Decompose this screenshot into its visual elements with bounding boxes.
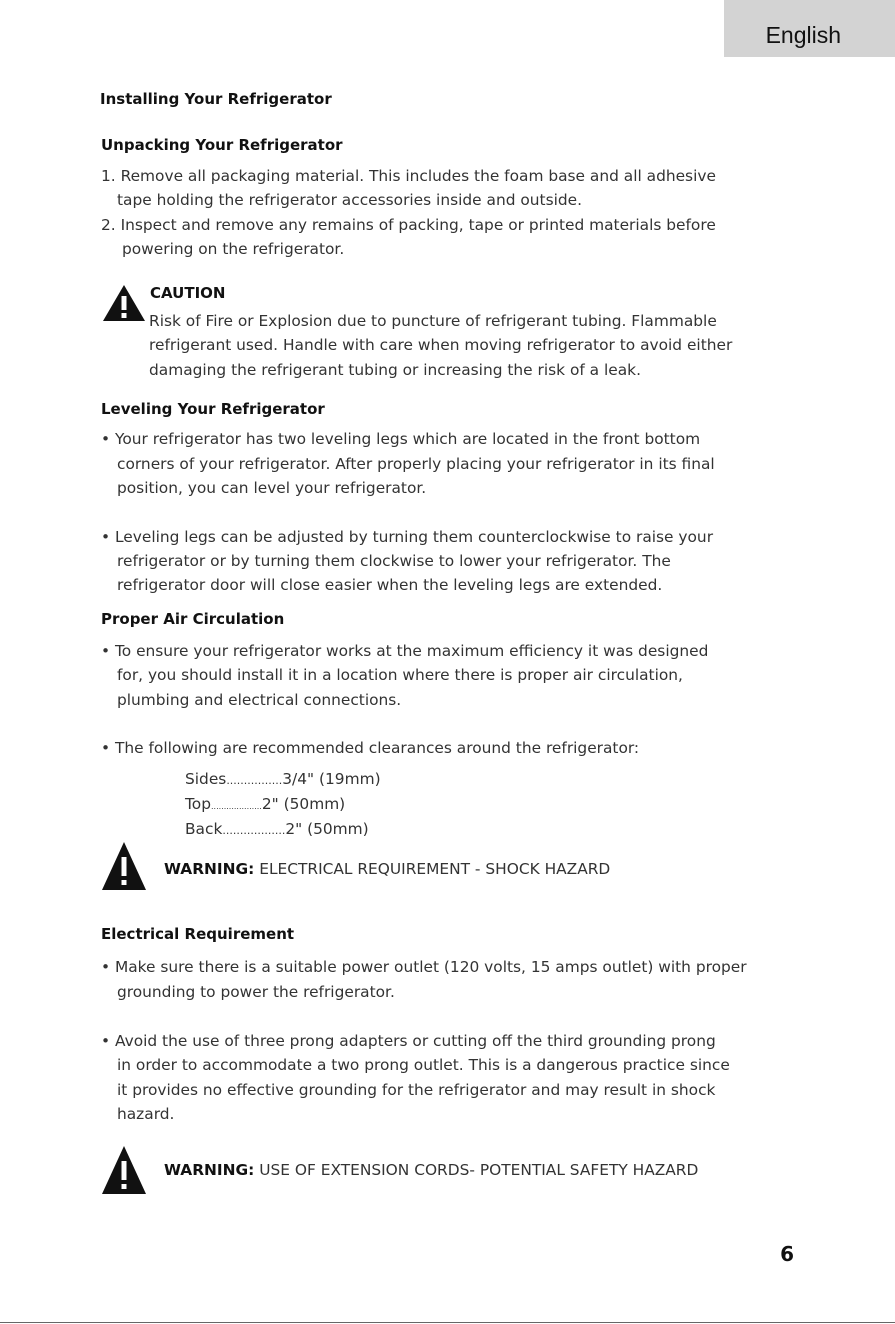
clearance-sides — [185, 770, 381, 788]
leveling-line-3: position, you can level your refrigerator. — [117, 479, 427, 497]
electrical-line-1: • Make sure there is a suitable power outlet (120 volts, 15 amps outlet) with proper — [101, 958, 747, 976]
warning-label: WARNING: — [164, 1161, 255, 1179]
language-tab — [724, 0, 895, 57]
electrical-line-5: it provides no effective grounding for the refrigerator and may result in shock — [117, 1081, 716, 1099]
caution-heading: CAUTION — [150, 284, 226, 302]
caution-line-1: Risk of Fire or Explosion due to puncture of refrigerant tubing. Flammable — [149, 312, 717, 330]
warning-text: ELECTRICAL REQUIREMENT - SHOCK HAZARD — [254, 860, 611, 878]
warning-label: WARNING: — [164, 860, 255, 878]
caution-line-3: damaging the refrigerant tubing or increasing the risk of a leak. — [149, 361, 641, 379]
clearance-value: 2" (50mm) — [285, 820, 369, 838]
warning-text: USE OF EXTENSION CORDS- POTENTIAL SAFETY HAZARD — [254, 1161, 699, 1179]
air-line-2: for, you should install it in a location where there is proper air circulation, — [117, 666, 683, 684]
leveling-line-5: refrigerator or by turning them clockwise to lower your refrigerator. The — [117, 552, 671, 570]
bottom-rule — [0, 1322, 895, 1323]
leveling-line-6: refrigerator door will close easier when the leveling legs are extended. — [117, 576, 663, 594]
caution-warning-triangle-icon — [102, 284, 146, 322]
air-circulation-heading: Proper Air Circulation — [101, 610, 285, 628]
electrical-line-2: grounding to power the refrigerator. — [117, 983, 395, 1001]
caution-line-2: refrigerant used. Handle with care when moving refrigerator to avoid either — [149, 336, 733, 354]
clearance-label: Top — [185, 795, 211, 813]
page-title: Installing Your Refrigerator — [100, 90, 332, 108]
language-label: English — [765, 22, 841, 48]
clearance-dots: ................ — [226, 774, 283, 787]
electrical-line-3: • Avoid the use of three prong adapters or cutting off the third grounding prong — [101, 1032, 716, 1050]
unpacking-line-2: tape holding the refrigerator accessories inside and outside. — [117, 191, 582, 209]
unpacking-line-4: powering on the refrigerator. — [122, 240, 345, 258]
leveling-line-2: corners of your refrigerator. After properly placing your refrigerator in its final — [117, 455, 715, 473]
electrical-heading: Electrical Requirement — [101, 925, 295, 943]
page-number: 6 — [780, 1242, 794, 1266]
clearance-value: 2" (50mm) — [261, 795, 346, 813]
electrical-warning — [164, 857, 610, 882]
clearance-label: Sides — [185, 770, 227, 788]
electrical-warning-triangle-icon — [101, 841, 147, 891]
electrical-line-4: in order to accommodate a two prong outlet. This is a dangerous practice since — [117, 1056, 730, 1074]
air-line-1: • To ensure your refrigerator works at the maximum efficiency it was designed — [101, 642, 709, 660]
leveling-line-1: • Your refrigerator has two leveling legs which are located in the front bottom — [101, 430, 701, 448]
unpacking-line-1: 1. Remove all packaging material. This includes the foam base and all adhesive — [101, 167, 716, 185]
clearance-top — [185, 795, 345, 813]
leveling-heading: Leveling Your Refrigerator — [101, 400, 325, 418]
clearance-dots: .................... — [210, 802, 262, 811]
leveling-line-4: • Leveling legs can be adjusted by turning them counterclockwise to raise your — [101, 528, 714, 546]
extension-cord-warning — [164, 1158, 698, 1183]
clearance-dots: .................. — [222, 824, 286, 837]
electrical-line-6: hazard. — [117, 1105, 175, 1123]
unpacking-line-3: 2. Inspect and remove any remains of packing, tape or printed materials before — [101, 216, 716, 234]
extension-cord-warning-triangle-icon — [101, 1145, 147, 1195]
clearance-back — [185, 820, 369, 838]
air-line-4: • The following are recommended clearances around the refrigerator: — [101, 739, 640, 757]
unpacking-heading: Unpacking Your Refrigerator — [101, 136, 343, 154]
clearance-value: 3/4" (19mm) — [282, 770, 381, 788]
air-line-3: plumbing and electrical connections. — [117, 691, 402, 709]
clearance-label: Back — [185, 820, 223, 838]
